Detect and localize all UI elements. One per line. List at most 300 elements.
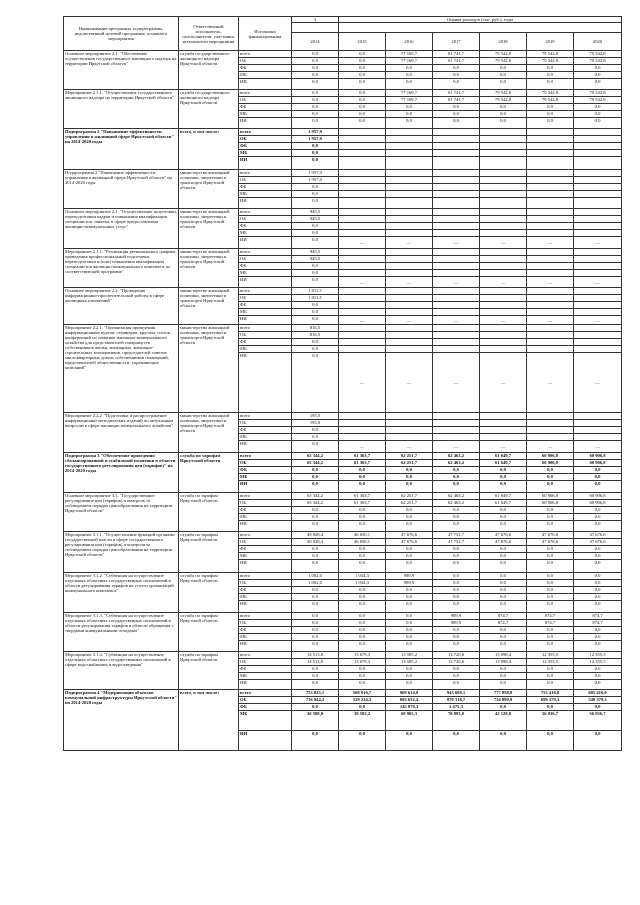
amount-cell [574, 427, 622, 434]
amount-cell [433, 157, 480, 170]
amount-cell: 0,0 [527, 111, 574, 118]
amount-cell: 0,0 [433, 514, 480, 521]
amount-cell: 0,0 [386, 680, 433, 690]
amount-cell: — [574, 353, 622, 413]
amount-cell [574, 302, 622, 309]
amount-cell: 0,0 [433, 680, 480, 690]
amount-cell: 0,0 [292, 143, 339, 150]
amount-cell: 0,0 [292, 339, 339, 346]
amount-cell: 60 906,8 [574, 493, 622, 500]
amount-cell: 0,0 [386, 613, 433, 620]
amount-cell: 0,0 [292, 157, 339, 170]
funding-source: ФБ [239, 467, 292, 474]
amount-cell: 1 034,3 [339, 580, 386, 587]
funding-source: ОБ [239, 659, 292, 666]
amount-cell: 61 363,7 [339, 460, 386, 467]
amount-cell: 0,0 [339, 467, 386, 474]
amount-cell: 0,0 [339, 613, 386, 620]
amount-cell [339, 198, 386, 209]
funding-source: ОБ [239, 332, 292, 339]
amount-cell: 0,0 [574, 601, 622, 613]
amount-cell: 0,0 [480, 521, 527, 532]
amount-cell: 0,0 [292, 72, 339, 79]
amount-cell [339, 184, 386, 191]
amount-cell: 943 698,1 [433, 690, 480, 697]
amount-cell: 0,0 [574, 72, 622, 79]
amount-cell: 0,0 [386, 521, 433, 532]
funding-source: ИИ [239, 353, 292, 413]
amount-cell: 195,0 [292, 413, 339, 420]
amount-cell: 0,0 [339, 97, 386, 104]
amount-cell [433, 434, 480, 441]
table-row [64, 51, 622, 58]
amount-cell: 0,0 [339, 560, 386, 573]
amount-cell: 0,0 [386, 673, 433, 680]
funding-source: всего [239, 453, 292, 460]
funding-source: МБ [239, 230, 292, 237]
amount-cell: 0,0 [386, 474, 433, 481]
amount-cell [386, 191, 433, 198]
amount-cell: 195,0 [292, 420, 339, 427]
amount-cell: 0,0 [292, 65, 339, 72]
amount-cell: 0,0 [339, 481, 386, 493]
funding-source: ФБ [239, 263, 292, 270]
amount-cell: 79 542,8 [527, 97, 574, 104]
amount-cell: 0,0 [480, 79, 527, 90]
funding-source: ФБ [239, 507, 292, 514]
amount-cell: 816,5 [292, 332, 339, 339]
amount-cell: 0,0 [527, 546, 574, 553]
header-estimate: Оценка расходов (тыс. руб.), годы [339, 17, 622, 23]
amount-cell: 0,0 [574, 507, 622, 514]
amount-cell [433, 143, 480, 150]
amount-cell: 47 676,6 [386, 539, 433, 546]
amount-cell [480, 184, 527, 191]
amount-cell: 0,0 [386, 594, 433, 601]
amount-cell: 0,0 [292, 673, 339, 680]
table-row [64, 690, 622, 697]
amount-cell: 0,0 [480, 507, 527, 514]
amount-cell [527, 230, 574, 237]
amount-cell: 908 614,0 [386, 690, 433, 697]
amount-cell: 0,0 [433, 546, 480, 553]
amount-cell [574, 263, 622, 270]
amount-cell [527, 339, 574, 346]
funding-source: МБ [239, 594, 292, 601]
year-header: 2017 [433, 33, 480, 51]
funding-source: МБ [239, 346, 292, 353]
program-executor: министерство жилищной политики, энергетики и транспорта Иркутской области [179, 209, 239, 249]
amount-cell [339, 263, 386, 270]
amount-cell: 0,0 [339, 507, 386, 514]
program-name: Мероприятие 2.2.1. "Организация проведения информационных курсов, семинаров, круглых столов, конференций по тематике жилищно-коммунального хозяйства для представителей товариществ собственников жилья, жилищных, жилищно-строительных кооперативов, председателей советов многоквартирных домов, собственников помещений, представителей общественности, управляющих компаний" [64, 325, 179, 413]
amount-cell [574, 309, 622, 316]
amount-cell [339, 434, 386, 441]
amount-cell: 0,0 [574, 594, 622, 601]
amount-cell: 145 078,3 [386, 704, 433, 711]
amount-cell [574, 129, 622, 136]
amount-cell: 0,0 [292, 58, 339, 65]
amount-cell [574, 191, 622, 198]
amount-cell [339, 427, 386, 434]
amount-cell: 61 649,7 [480, 453, 527, 460]
amount-cell: — [527, 237, 574, 249]
amount-cell: 14 513,8 [292, 659, 339, 666]
table-body [64, 51, 622, 751]
amount-cell: 0,0 [339, 58, 386, 65]
amount-cell [480, 230, 527, 237]
amount-cell: 60 906,8 [574, 500, 622, 507]
table-row [64, 453, 622, 460]
amount-cell [433, 198, 480, 209]
amount-cell: 0,0 [480, 467, 527, 474]
funding-source: ОБ [239, 460, 292, 467]
amount-cell [480, 427, 527, 434]
funding-source: ОБ [239, 97, 292, 104]
amount-cell [386, 420, 433, 427]
funding-source: ФБ [239, 184, 292, 191]
amount-cell: 874,7 [480, 620, 527, 627]
amount-cell [339, 150, 386, 157]
amount-cell [527, 170, 574, 177]
funding-source: ОБ [239, 295, 292, 302]
amount-cell: 777 058,9 [480, 690, 527, 697]
amount-cell: 0,0 [527, 521, 574, 532]
amount-cell [480, 295, 527, 302]
program-name: Подпрограмма 3 "Обеспечение проведения сбалансированной и стабильной политики в области государственного регулирования цен (тарифов)" на 2014-2020 годы [64, 453, 179, 493]
funding-source: всего [239, 170, 292, 177]
amount-cell: 79 542,8 [527, 90, 574, 97]
amount-cell: 0,0 [292, 627, 339, 634]
amount-cell [433, 302, 480, 309]
amount-cell [386, 295, 433, 302]
amount-cell: 0,0 [574, 553, 622, 560]
amount-cell: 0,0 [339, 641, 386, 652]
amount-cell [339, 191, 386, 198]
amount-cell: 0,0 [433, 594, 480, 601]
amount-cell: 1 011,5 [292, 288, 339, 295]
funding-source: всего [239, 325, 292, 332]
amount-cell [527, 427, 574, 434]
amount-cell: 0,0 [433, 521, 480, 532]
amount-cell: 0,0 [480, 704, 527, 711]
table-row [64, 129, 622, 136]
amount-cell: 989,9 [386, 573, 433, 580]
amount-cell: 989,9 [386, 580, 433, 587]
amount-cell: 0,0 [339, 704, 386, 711]
amount-cell: — [433, 237, 480, 249]
amount-cell: 529 234,5 [339, 697, 386, 704]
amount-cell: 0,0 [292, 731, 339, 751]
amount-cell [480, 191, 527, 198]
amount-cell [480, 288, 527, 295]
amount-cell [527, 420, 574, 427]
amount-cell: 693 632,4 [386, 697, 433, 704]
amount-cell [433, 288, 480, 295]
amount-cell: 70 893,0 [433, 711, 480, 731]
amount-cell: 0,0 [386, 587, 433, 594]
amount-cell: 0,0 [527, 79, 574, 90]
funding-source: ОБ [239, 580, 292, 587]
amount-cell: 0,0 [574, 731, 622, 751]
header-num: 3 [292, 17, 339, 23]
table-row [64, 90, 622, 97]
amount-cell: 0,0 [386, 79, 433, 90]
funding-source: МБ [239, 191, 292, 198]
amount-cell: 0,0 [292, 223, 339, 230]
amount-cell: 0,0 [339, 666, 386, 673]
amount-cell: 0,0 [433, 474, 480, 481]
amount-cell [386, 177, 433, 184]
program-executor: служба по тарифам Иркутской области [179, 493, 239, 532]
program-executor: служба по тарифам Иркутской области [179, 573, 239, 613]
amount-cell [574, 230, 622, 237]
funding-source: ИИ [239, 118, 292, 129]
amount-cell: 0,0 [292, 263, 339, 270]
amount-cell: 60 906,8 [527, 460, 574, 467]
funding-source: ИИ [239, 521, 292, 532]
amount-cell: 874,7 [480, 613, 527, 620]
amount-cell: 874,7 [527, 613, 574, 620]
amount-cell [480, 309, 527, 316]
amount-cell: 79 542,8 [480, 51, 527, 58]
amount-cell [433, 346, 480, 353]
amount-cell: 47 676,6 [527, 539, 574, 546]
table-row [64, 573, 622, 580]
amount-cell: 47 752,7 [433, 539, 480, 546]
amount-cell: 0,0 [433, 507, 480, 514]
amount-cell: — [433, 353, 480, 413]
amount-cell: 0,0 [339, 79, 386, 90]
amount-cell: — [527, 441, 574, 453]
amount-cell: 13 679,3 [339, 652, 386, 659]
amount-cell: 0,0 [433, 634, 480, 641]
amount-cell: 0,0 [574, 673, 622, 680]
amount-cell: 0,0 [480, 104, 527, 111]
amount-cell: 12 355,5 [527, 652, 574, 659]
funding-source: МБ [239, 309, 292, 316]
amount-cell [386, 309, 433, 316]
funding-source: ФБ [239, 546, 292, 553]
amount-cell [386, 170, 433, 177]
amount-cell: 0,0 [339, 587, 386, 594]
header-executor: Ответственный исполнитель, соисполнители, участники, исполнители мероприятия [179, 17, 239, 51]
amount-cell [574, 170, 622, 177]
amount-cell: 1 957,0 [292, 170, 339, 177]
funding-source: МБ [239, 270, 292, 277]
amount-cell [386, 216, 433, 223]
table-row [64, 209, 622, 216]
amount-cell [527, 223, 574, 230]
amount-cell: 47 676,6 [574, 532, 622, 539]
amount-cell: — [480, 277, 527, 288]
amount-cell [480, 339, 527, 346]
amount-cell: 47 676,6 [480, 532, 527, 539]
amount-cell [433, 263, 480, 270]
amount-cell: 62 251,7 [386, 500, 433, 507]
amount-cell [527, 157, 574, 170]
amount-cell: 0,0 [480, 587, 527, 594]
funding-source: всего [239, 493, 292, 500]
amount-cell: 0,0 [574, 587, 622, 594]
funding-source: ИИ [239, 641, 292, 652]
amount-cell: 0,0 [433, 601, 480, 613]
amount-cell: 0,0 [574, 79, 622, 90]
amount-cell [386, 325, 433, 332]
table-row [64, 170, 622, 177]
amount-cell: 0,0 [527, 507, 574, 514]
amount-cell: 13 720,6 [433, 659, 480, 666]
amount-cell: 0,0 [292, 507, 339, 514]
amount-cell: 0,0 [386, 65, 433, 72]
amount-cell [574, 346, 622, 353]
amount-cell [574, 256, 622, 263]
program-executor: министерство жилищной политики, энергетики и транспорта Иркутской области [179, 288, 239, 325]
amount-cell [574, 184, 622, 191]
amount-cell: 945,5 [292, 256, 339, 263]
amount-cell [386, 223, 433, 230]
amount-cell: 42 129,0 [480, 711, 527, 731]
amount-cell: 0,0 [527, 627, 574, 634]
amount-cell: 0,0 [292, 560, 339, 573]
amount-cell: 0,0 [339, 620, 386, 627]
amount-cell [574, 143, 622, 150]
amount-cell: — [339, 237, 386, 249]
funding-source: ОБ [239, 539, 292, 546]
table-row [64, 249, 622, 256]
amount-cell: 0,0 [480, 680, 527, 690]
amount-cell: 0,0 [292, 441, 339, 453]
amount-cell: 13 679,3 [339, 659, 386, 666]
amount-cell [433, 216, 480, 223]
amount-cell [527, 256, 574, 263]
amount-cell: 0,0 [339, 601, 386, 613]
amount-cell: — [480, 353, 527, 413]
amount-cell [386, 288, 433, 295]
amount-cell: 0,0 [527, 481, 574, 493]
funding-source: ИИ [239, 198, 292, 209]
amount-cell [433, 420, 480, 427]
amount-cell: — [574, 237, 622, 249]
amount-cell: 0,0 [292, 302, 339, 309]
amount-cell [574, 434, 622, 441]
amount-cell: 0,0 [339, 118, 386, 129]
funding-source: всего [239, 652, 292, 659]
funding-source: ОБ [239, 697, 292, 704]
amount-cell: 0,0 [574, 481, 622, 493]
year-header: 2014 [292, 33, 339, 51]
amount-cell: 0,0 [339, 474, 386, 481]
amount-cell: 0,0 [433, 666, 480, 673]
amount-cell: 81 741,7 [433, 58, 480, 65]
program-executor: министерство жилищной политики, энергетики и транспорта Иркутской области [179, 413, 239, 453]
amount-cell [480, 434, 527, 441]
amount-cell: 0,0 [574, 65, 622, 72]
amount-cell: 77 169,7 [386, 90, 433, 97]
funding-source: ОБ [239, 500, 292, 507]
amount-cell [574, 332, 622, 339]
amount-cell: 0,0 [339, 65, 386, 72]
amount-cell: 60 906,8 [527, 453, 574, 460]
amount-cell: 2 475,3 [433, 704, 480, 711]
amount-cell: 0,0 [292, 237, 339, 249]
amount-cell: 62 463,2 [433, 460, 480, 467]
amount-cell: 0,0 [574, 666, 622, 673]
amount-cell: 13 720,6 [433, 652, 480, 659]
amount-cell: 0,0 [292, 90, 339, 97]
amount-cell [574, 339, 622, 346]
amount-cell: 62 251,7 [386, 493, 433, 500]
amount-cell: 77 169,7 [386, 97, 433, 104]
amount-cell: 0,0 [292, 51, 339, 58]
amount-cell: 0,0 [386, 731, 433, 751]
amount-cell: 0,0 [433, 79, 480, 90]
amount-cell [480, 332, 527, 339]
amount-cell [480, 223, 527, 230]
amount-cell: 0,0 [480, 474, 527, 481]
program-name: Основное мероприятие 2.1. "Обеспечение осуществления государственного жилищного надзора на территории Иркутской области" [64, 51, 179, 90]
amount-cell [386, 184, 433, 191]
amount-cell: 0,0 [386, 553, 433, 560]
amount-cell: — [433, 441, 480, 453]
amount-cell [480, 270, 527, 277]
amount-cell [433, 256, 480, 263]
program-name: Подпрограмма 2 "Повышение эффективности управления в жилищной сфере Иркутской области" на 2014-2020 годы [64, 170, 179, 209]
amount-cell [433, 332, 480, 339]
amount-cell: 0,0 [480, 560, 527, 573]
year-header: 2019 [527, 33, 574, 51]
amount-cell: 0,0 [386, 111, 433, 118]
funding-source: МБ [239, 72, 292, 79]
amount-cell: — [433, 316, 480, 325]
amount-cell: 0,0 [480, 65, 527, 72]
amount-cell [386, 302, 433, 309]
amount-cell: 12 355,5 [574, 652, 622, 659]
amount-cell: 79 542,8 [574, 97, 622, 104]
amount-cell: 36 580,0 [292, 711, 339, 731]
amount-cell [386, 413, 433, 420]
amount-cell [433, 223, 480, 230]
funding-source: ФБ [239, 587, 292, 594]
funding-source: всего [239, 413, 292, 420]
amount-cell: 0,0 [339, 680, 386, 690]
amount-cell: 699 379,3 [527, 697, 574, 704]
amount-cell [433, 177, 480, 184]
amount-cell: 0,0 [386, 601, 433, 613]
amount-cell: — [339, 316, 386, 325]
amount-cell: 0,0 [574, 118, 622, 129]
amount-cell: 0,0 [339, 90, 386, 97]
amount-cell [433, 209, 480, 216]
amount-cell: 0,0 [480, 666, 527, 673]
funding-source: ИИ [239, 601, 292, 613]
amount-cell: 989,9 [433, 620, 480, 627]
amount-cell: — [574, 277, 622, 288]
amount-cell [386, 136, 433, 143]
funding-source: ИИ [239, 237, 292, 249]
amount-cell: — [480, 316, 527, 325]
amount-cell: 0,0 [386, 104, 433, 111]
year-header: 2015 [339, 33, 386, 51]
funding-source: ОБ [239, 256, 292, 263]
amount-cell: 0,0 [480, 573, 527, 580]
amount-cell: 0,0 [292, 79, 339, 90]
amount-cell: 874,7 [574, 620, 622, 627]
funding-source: ОБ [239, 420, 292, 427]
amount-cell: 0,0 [386, 72, 433, 79]
amount-cell [527, 191, 574, 198]
program-executor: служба по тарифам Иркутской области [179, 613, 239, 652]
